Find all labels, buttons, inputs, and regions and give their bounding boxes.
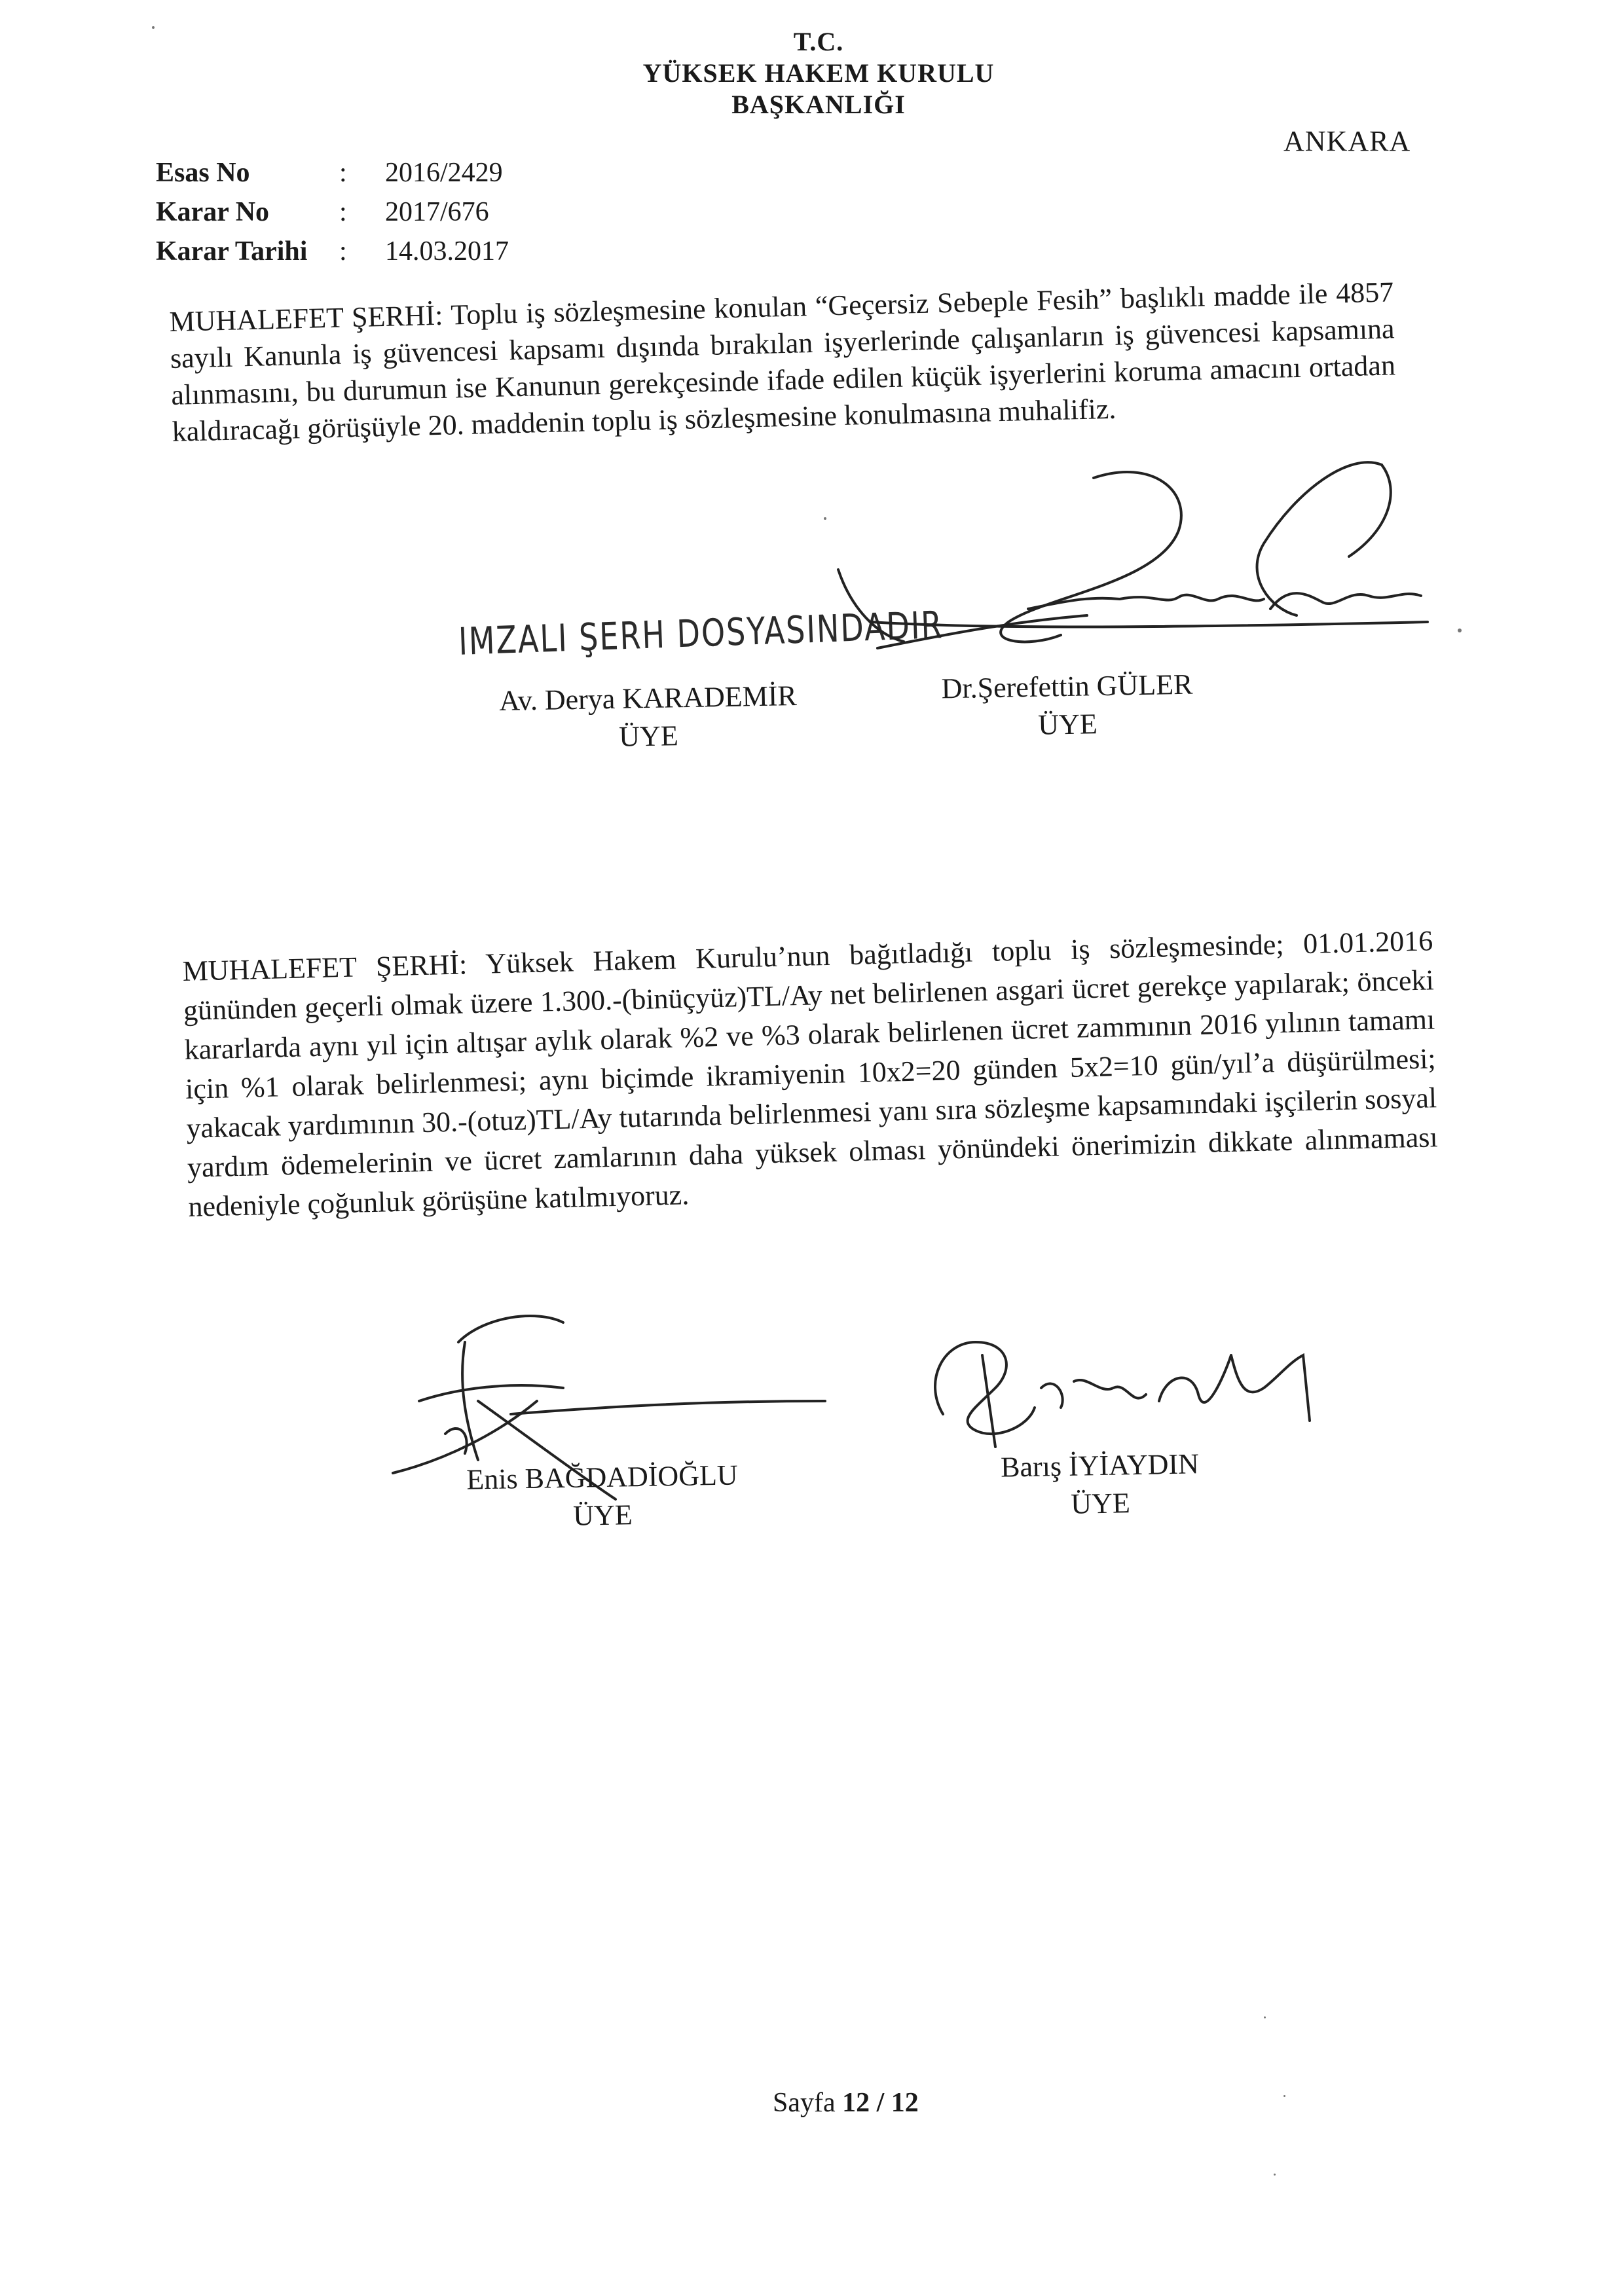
meta-value: 2016/2429 [385,158,503,188]
meta-value: 14.03.2017 [385,236,509,266]
page-number [773,2087,919,2119]
scan-speck [1264,2016,1266,2018]
scan-speck [1458,629,1462,632]
meta-row-esas [156,149,509,189]
signer-iyiaydin [936,1444,1264,1526]
scan-speck [152,26,155,29]
header-tc: T.C. [793,27,844,56]
signer-role: ÜYE [572,1499,633,1532]
scan-speck [1274,2174,1276,2176]
signer-role: ÜYE [618,720,679,753]
header-institution: YÜKSEK HAKEM KURULU [642,58,995,88]
dissent-paragraph-1: MUHALEFET ŞERHİ: Toplu iş sözleşmesine konulan “Geçersiz Sebeple Fesih” başlıklı madde ile 4857 sayılı Kanunla iş güvencesi kapsamı dışında bırakılan işyerlerinde çalışanların iş güvencesi kapsamına alınmasını, bu durumun ise Kanunun gerekçesinde ifade edilen küçük işyerlerini koruma amacını ortadan kaldıracağı görüşüyle 20. maddenin toplu iş sözleşmesine konulmasına muhalifiz. [169,276,1396,448]
meta-colon: : [339,197,347,227]
signer-name: Enis BAĞDADİOĞLU [466,1459,739,1496]
scan-speck [1283,2095,1285,2097]
city-label: ANKARA [1283,125,1411,157]
signer-name: Barış İYİAYDIN [1000,1448,1200,1484]
meta-colon: : [339,158,347,188]
signer-name: Av. Derya KARADEMİR [498,680,798,717]
meta-row-tarih [156,228,509,267]
meta-label: Karar No [156,197,270,227]
meta-row-karar [156,189,509,228]
signer-karademir [451,676,845,759]
meta-label: Karar Tarihi [156,236,308,266]
scan-speck [824,517,826,520]
signer-bagdadioglu [418,1455,786,1538]
signer-role: ÜYE [1037,708,1098,741]
signed-dissent-stamp: IMZALI ŞERH DOSYASINDADIR [458,602,944,664]
case-metadata [156,149,509,267]
dissent-paragraph-2: MUHALEFET ŞERHİ: Yüksek Hakem Kurulu’nun bağıtladığı toplu iş sözleşmesinde; 01.01.2016 gününden geçerli olmak üzere 1.300.-(binüçyüz)TL/Ay net belirlenen asgari ücret gerekçe yapılarak; önceki kararlarda aynı yıl için altışar aylık olarak %2 ve %3 olarak belirlenen ücret zammının 2016 yılının tamamı için %1 olarak belirlenmesi; aynı biçimde ikramiyenin 10x2=20 günden 5x2=10 gün/yıl’a düşürülmesi; yakacak yardımının 30.-(otuz)TL/Ay tutarında belirlenmesi yanı sıra sözleşme kapsamındaki işçilerin sosyal yardım ödemelerinin ve ücret zamlarının daha yüksek olması yönündeki önerimizin dikkate alınmaması nedeniyle çoğunluk görüşüne katılmıyoruz. [182,924,1439,1223]
page-count: 12 / 12 [842,2088,919,2118]
header-department: BAŞKANLIĞI [731,90,906,119]
signer-guler [903,665,1232,747]
meta-colon: : [339,236,347,266]
meta-label: Esas No [156,158,250,188]
signature-guler [812,452,1454,674]
signer-role: ÜYE [1070,1487,1131,1520]
document-header [563,26,1074,120]
signer-name: Dr.Şerefettin GÜLER [941,668,1193,705]
meta-value: 2017/676 [385,197,489,227]
page-prefix: Sayfa [773,2088,836,2118]
